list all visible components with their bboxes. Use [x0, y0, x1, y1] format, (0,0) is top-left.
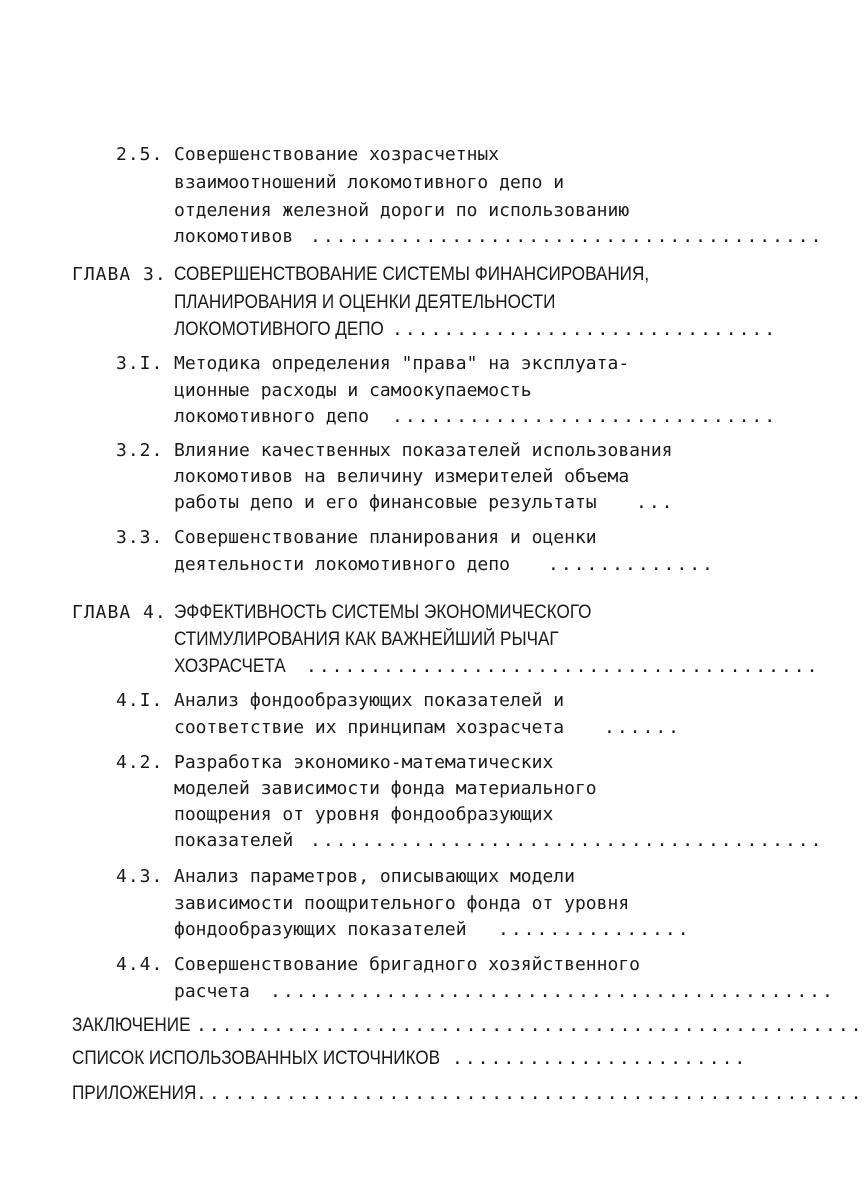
entry-text: Влияние качественных показателей использования: [174, 440, 673, 461]
section-number: 4.3.: [116, 866, 164, 887]
entry-text: фондообразующих показателей: [174, 919, 467, 940]
section-number: 4.I.: [116, 690, 164, 711]
entry-text: взаимоотношений локомотивного депо и: [174, 172, 565, 193]
entry-text: отделения железной дороги по использованию: [174, 200, 630, 221]
dot-leader: ........................................: [310, 830, 824, 851]
entry-text: расчета: [174, 981, 250, 1002]
dot-leader: ....................................................: [196, 1015, 864, 1036]
section-number: 4.2.: [116, 752, 164, 773]
appendices-title: ПРИЛОЖЕНИЯ: [72, 1083, 197, 1104]
dot-leader: .......................: [452, 1048, 748, 1069]
entry-text: локомотивного депо: [174, 406, 370, 427]
dot-leader: ..............................: [392, 406, 778, 427]
dot-leader: .............: [548, 554, 715, 575]
chapter-title: ЭФФЕКТИВНОСТЬ СИСТЕМЫ ЭКОНОМИЧЕСКОГО: [174, 602, 592, 623]
dot-leader: ......: [604, 717, 682, 738]
dot-leader: ............................................: [270, 981, 835, 1002]
entry-text: ционные расходы и самоокупаемость: [174, 380, 532, 401]
entry-text: локомотивов: [174, 226, 294, 247]
entry-text: зависимости поощрительного фонда от уровня: [174, 893, 630, 914]
chapter-title: ПЛАНИРОВАНИЯ И ОЦЕНКИ ДЕЯТЕЛЬНОСТИ: [174, 292, 556, 313]
chapter-title: ХОЗРАСЧЕТА: [174, 656, 286, 677]
chapter-number: ГЛАВА 3.: [72, 264, 167, 285]
entry-text: Методика определения "права" на эксплуата-: [174, 353, 630, 374]
dot-leader: ..............................: [392, 319, 778, 340]
entry-text: деятельности локомотивного депо: [174, 554, 510, 575]
entry-text: Анализ фондообразующих показателей и: [174, 690, 565, 711]
chapter-number: ГЛАВА 4.: [72, 602, 167, 623]
entry-text: Анализ параметров, описывающих модели: [174, 866, 575, 887]
entry-text: моделей зависимости фонда материального: [174, 778, 597, 799]
entry-text: соответствие их принципам хозрасчета: [174, 717, 565, 738]
entry-text: поощрения от уровня фондообразующих: [174, 804, 554, 825]
dot-leader: ...: [636, 492, 675, 513]
dot-leader: ...............: [498, 919, 691, 940]
entry-text: Совершенствование бригадного хозяйственного: [174, 954, 640, 975]
dot-leader: ........................................: [306, 656, 820, 677]
entry-text: работы депо и его финансовые результаты: [174, 492, 597, 513]
section-number: 3.3.: [116, 527, 164, 548]
section-number: 3.I.: [116, 353, 164, 374]
chapter-title: СОВЕРШЕНСТВОВАНИЕ СИСТЕМЫ ФИНАНСИРОВАНИЯ,: [174, 264, 650, 285]
dot-leader: ........................................: [310, 226, 824, 247]
section-number: 4.4.: [116, 954, 164, 975]
chapter-title: ЛОКОМОТИВНОГО ДЕПО: [174, 319, 384, 340]
entry-text: Разработка экономико-математических: [174, 752, 554, 773]
entry-text: Совершенствование хозрасчетных: [174, 144, 500, 165]
sources-title: СПИСОК ИСПОЛЬЗОВАННЫХ ИСТОЧНИКОВ: [72, 1048, 441, 1069]
dot-leader: ....................................................: [196, 1083, 864, 1104]
chapter-title: СТИМУЛИРОВАНИЯ КАК ВАЖНЕЙШИЙ РЫЧАГ: [174, 629, 559, 650]
section-number: 2.5.: [116, 144, 164, 165]
section-number: 3.2.: [116, 440, 164, 461]
entry-text: Совершенствование планирования и оценки: [174, 527, 597, 548]
conclusion-title: ЗАКЛЮЧЕНИЕ: [72, 1015, 191, 1036]
entry-text: показателей: [174, 830, 294, 851]
entry-text: локомотивов на величину измерителей объема: [174, 466, 630, 487]
